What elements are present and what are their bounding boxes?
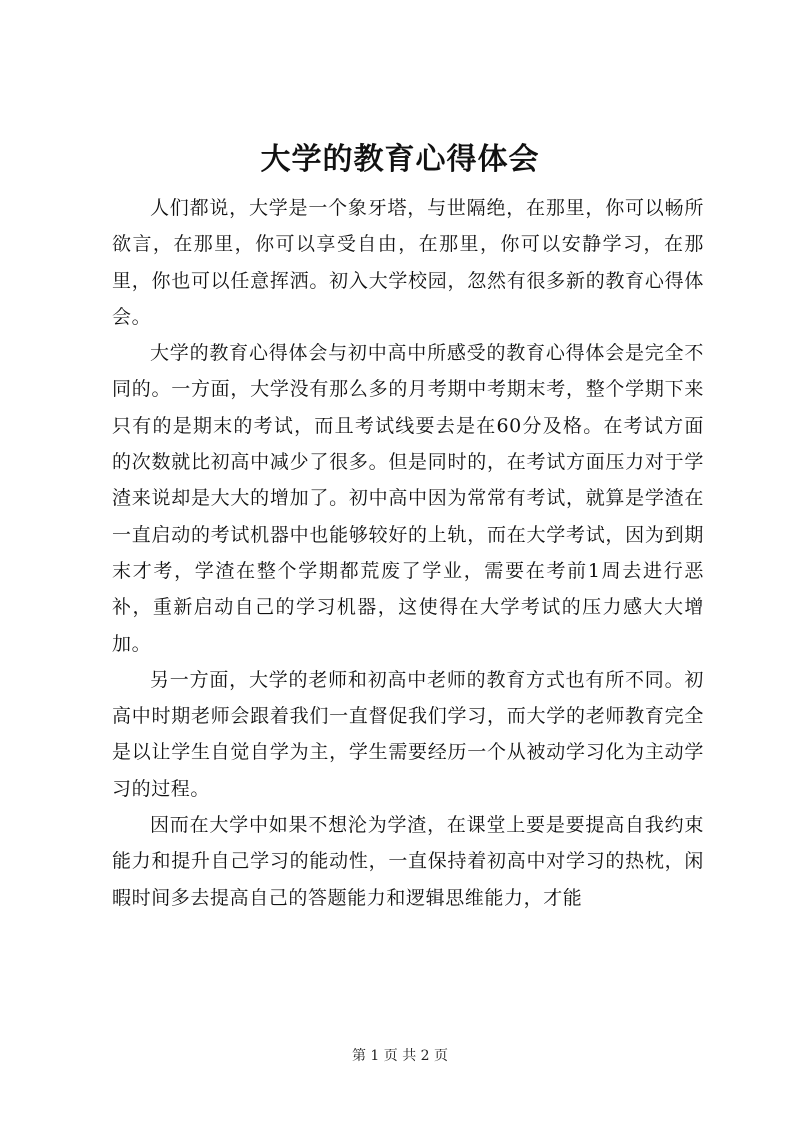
paragraph-4: 因而在大学中如果不想沦为学渣，在课堂上要是要提高自我约束能力和提升自己学习的能动性，一直保持着初高中对学习的热枕，闲暇时间多去提高自己的答题能力和逻辑思维能力，才能 (112, 814, 704, 909)
paragraph-1: 人们都说，大学是一个象牙塔，与世隔绝，在那里，你可以畅所欲言，在那里，你可以享受自由，在那里，你可以安静学习，在那里，你也可以任意挥洒。初入大学校园，忽然有很多新的教育心得体会。 (112, 197, 704, 328)
paragraph-2: 大学的教育心得体会与初中高中所感受的教育心得体会是完全不同的。一方面，大学没有那么多的月考期中考期末考，整个学期下来只有的是期末的考试，而且考试线要去是在60分及格。在考试方面的次数就比初高中减少了很多。但是同时的，在考试方面压力对于学渣来说却是大大的增加了。初中高中因为常常有考试，就算是学渣在一直启动的考试机器中也能够较好的上轨，而在大学考试，因为到期末才考，学渣在整个学期都荒废了学业，需要在考前1周去进行恶补，重新启动自己的学习机器，这使得在大学考试的压力感大大增加。 (112, 342, 704, 655)
document-title: 大学的教育心得体会 (260, 142, 540, 177)
document-body (112, 190, 704, 916)
paragraph-3: 另一方面，大学的老师和初高中老师的教育方式也有所不同。初高中时期老师会跟着我们一直督促我们学习，而大学的老师教育完全是以让学生自觉自学为主，学生需要经历一个从被动学习化为主动学习的过程。 (112, 668, 704, 800)
page-footer: 第 1 页 共 2 页 (351, 1048, 449, 1064)
